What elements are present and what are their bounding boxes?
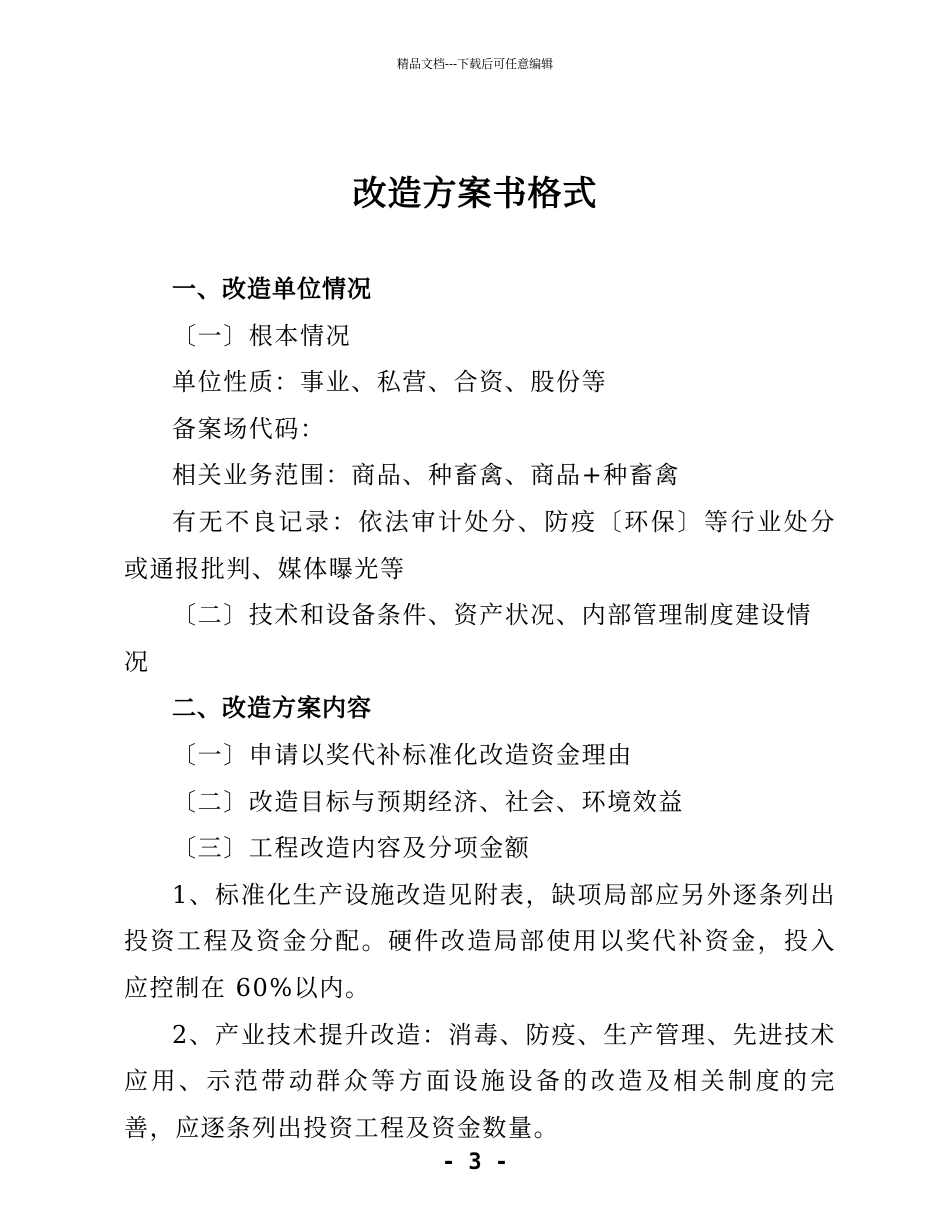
registration-code-line: 备案场代码： [172, 414, 326, 443]
paragraph-tech-upgrade: 2、产业技术提升改造：消毒、防疫、生产管理、先进技术应用、示范带动群众等方面设施设备的改造及相关制度的完善，应逐条列出投资工程及资金数量。 [124, 1020, 836, 1142]
subsection-conditions: 〔二〕技术和设备条件、资产状况、内部管理制度建设情况 [124, 601, 812, 676]
section-heading-1: 一、改造单位情况 [172, 275, 372, 303]
business-scope-line: 相关业务范围：商品、种畜禽、商品+种畜禽 [172, 461, 681, 490]
subsection-content: 〔三〕工程改造内容及分项金额 [172, 834, 531, 863]
header-note: 精品文档---下载后可任意编辑 [396, 57, 554, 71]
bad-record-line: 有无不良记录：依法审计处分、防疫〔环保〕等行业处分或通报批判、媒体曝光等 [124, 507, 836, 583]
subsection-basic-info: 〔一〕根本情况 [172, 321, 352, 350]
unit-nature-line: 单位性质：事业、私营、合资、股份等 [172, 368, 608, 397]
subsection-goals: 〔二〕改造目标与预期经济、社会、环境效益 [172, 787, 684, 816]
page-number: - 3 - [441, 1150, 509, 1175]
section-heading-2: 二、改造方案内容 [172, 694, 372, 723]
subsection-reason: 〔一〕申请以奖代补标准化改造资金理由 [172, 740, 633, 769]
document-title: 改造方案书格式 [352, 174, 598, 214]
paragraph-facility-upgrade: 1、标准化生产设施改造见附表，缺项局部应另外逐条列出投资工程及资金分配。硬件改造局部使用以奖代补资金，投入应控制在 60%以内。 [124, 880, 836, 1002]
document-body [124, 266, 836, 1151]
